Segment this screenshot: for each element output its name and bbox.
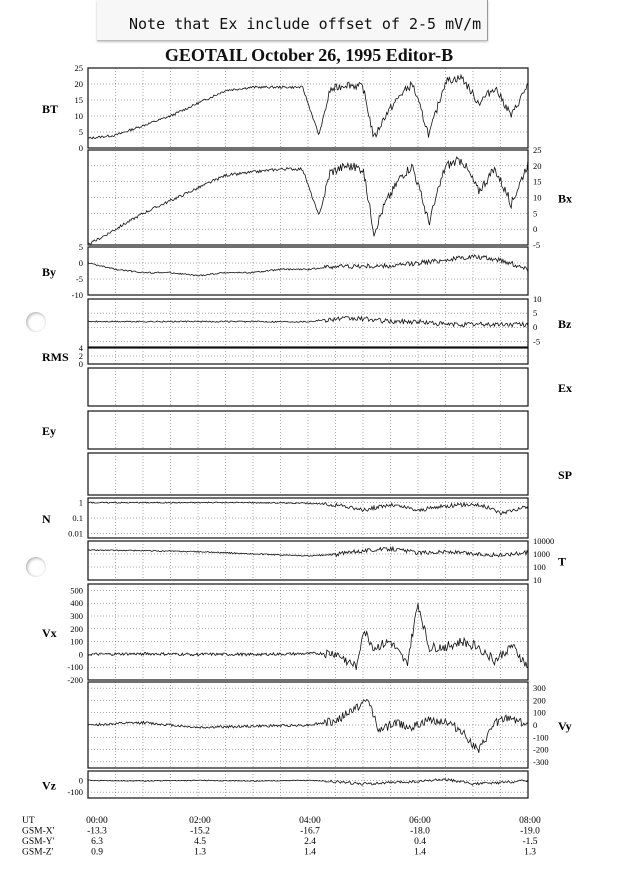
footer-value: -18.0: [410, 826, 430, 837]
tick-label: 0.01: [68, 528, 83, 539]
footer-value: 6.3: [91, 837, 103, 847]
panel-label-sp: SP: [558, 468, 573, 482]
panel-label-vx: Vx: [42, 626, 57, 640]
panel-label-ex: Ex: [558, 381, 573, 395]
panel-label-rms: RMS: [42, 350, 69, 364]
tick-label: 20: [74, 79, 83, 89]
tick-label: -100: [533, 732, 549, 743]
tick-label: 300: [70, 611, 83, 621]
tick-label: -200: [533, 744, 549, 755]
note-text: Note that Ex include offset of 2-5 mV/m: [129, 15, 482, 33]
tick-label: -300: [533, 756, 549, 767]
tick-label: 10: [533, 294, 542, 304]
panel-label-by: By: [42, 265, 57, 279]
tick-label: 400: [70, 598, 83, 609]
footer-label: UT: [22, 816, 35, 826]
footer-label: GSM-Y': [22, 837, 55, 847]
tick-label: 200: [70, 623, 83, 634]
panel-label-vz: Vz: [42, 778, 56, 793]
series-line-vz: [88, 779, 528, 786]
tick-label: 100: [70, 636, 83, 647]
footer-label: GSM-X': [22, 826, 55, 837]
tick-label: 10: [74, 111, 83, 121]
footer-value: 1.4: [304, 847, 316, 858]
series-line-vy: [88, 700, 528, 753]
tick-label: -5: [533, 336, 541, 347]
tick-label: 0.1: [72, 513, 83, 523]
tick-label: 0: [78, 143, 83, 153]
footer-value: 00:00: [86, 816, 108, 826]
panel-frame-vz: [88, 771, 528, 798]
panel-label-n: N: [42, 512, 51, 526]
footer-value: 0.4: [414, 837, 426, 847]
panel-label-bz: Bz: [558, 317, 572, 331]
tick-label: 2: [78, 351, 83, 361]
tick-label: 4: [78, 343, 83, 353]
tick-label: 10000: [533, 536, 555, 546]
footer-value: 1.4: [414, 847, 426, 858]
panel-label-t: T: [558, 554, 567, 569]
tick-label: 5: [78, 127, 83, 137]
panel-label-bt: BT: [42, 102, 59, 116]
chart-title: GEOTAIL October 26, 1995 Editor-B: [164, 45, 454, 65]
tick-label: 10: [533, 575, 542, 585]
footer-value: 04:00: [299, 816, 321, 826]
tick-label: 0: [533, 322, 538, 333]
tick-label: 5: [533, 308, 538, 319]
tick-label: 25: [74, 63, 83, 73]
tick-label: 5: [78, 242, 83, 252]
tick-label: 200: [533, 695, 546, 706]
tick-label: 0: [78, 649, 83, 660]
footer-value: -15.2: [190, 826, 210, 837]
tick-label: 100: [533, 707, 546, 718]
tick-label: 500: [70, 585, 83, 596]
tick-label: -5: [533, 240, 541, 250]
tick-label: 20: [533, 160, 542, 171]
tick-label: -100: [67, 787, 83, 798]
tick-label: 15: [74, 95, 83, 105]
tick-label: -200: [67, 675, 83, 685]
footer-value: -16.7: [300, 826, 320, 837]
footer-value: 1.3: [524, 847, 536, 858]
tick-label: 5: [533, 208, 538, 219]
tick-label: 0: [78, 359, 83, 369]
tick-label: 300: [533, 683, 546, 694]
footer-value: 1.3: [194, 847, 206, 858]
tick-label: 1000: [533, 549, 550, 559]
footer-value: -1.5: [522, 837, 538, 847]
tick-label: 0: [78, 775, 83, 786]
tick-label: 0: [533, 720, 538, 730]
footer-value: 0.9: [91, 847, 103, 858]
series-line-t: [88, 547, 528, 557]
panel-label-vy: Vy: [558, 719, 572, 733]
footer-value: -19.0: [520, 826, 540, 837]
tick-label: -5: [75, 274, 83, 284]
tick-label: 0: [78, 258, 83, 268]
footer-value: 2.4: [304, 837, 316, 847]
series-line-bx: [88, 157, 528, 244]
tick-label: -10: [71, 290, 83, 300]
panel-label-ey: Ey: [42, 424, 57, 438]
series-line-n: [88, 502, 528, 515]
panel-label-bx: Bx: [558, 191, 573, 206]
footer-value: 06:00: [409, 816, 431, 826]
tick-label: 100: [533, 562, 546, 572]
tick-label: -100: [67, 662, 83, 673]
footer-value: 02:00: [189, 816, 211, 826]
footer-value: 4.5: [194, 837, 206, 847]
footer-label: GSM-Z': [22, 847, 54, 858]
tick-label: 15: [533, 176, 542, 187]
footer-value: 08:00: [519, 816, 541, 826]
tick-label: 10: [533, 192, 542, 203]
tick-label: 0: [533, 224, 538, 235]
series-line-bt: [88, 75, 528, 139]
footer-value: -13.3: [87, 826, 107, 837]
tick-label: 1: [78, 497, 83, 508]
tick-label: 25: [533, 145, 542, 155]
